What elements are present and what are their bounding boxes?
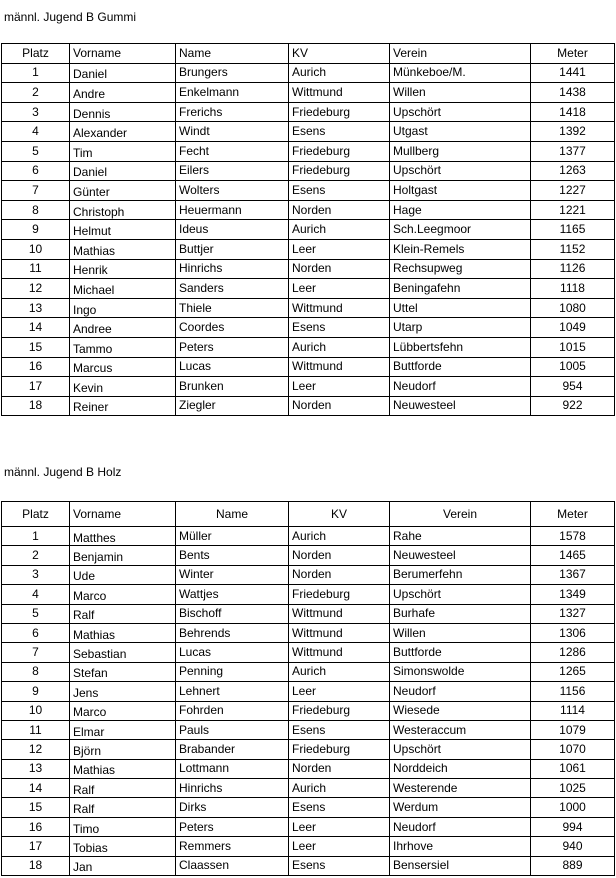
cell-verein: Rahe — [390, 527, 531, 546]
cell-verein: Ihrhove — [390, 837, 531, 856]
header-vorname: Vorname — [70, 44, 176, 64]
cell-platz: 8 — [2, 200, 70, 220]
cell-name: Remmers — [176, 837, 289, 856]
cell-meter: 1377 — [531, 141, 615, 161]
cell-vorname: Daniel — [70, 161, 176, 181]
cell-platz: 9 — [2, 220, 70, 240]
results-table-holz — [1, 501, 615, 876]
cell-platz: 12 — [2, 279, 70, 299]
cell-vorname: Helmut — [70, 220, 176, 240]
table-row — [2, 720, 615, 739]
cell-kv: Norden — [289, 396, 390, 416]
cell-kv: Esens — [289, 856, 390, 875]
cell-platz: 4 — [2, 122, 70, 142]
table-row — [2, 181, 615, 201]
cell-meter: 1227 — [531, 181, 615, 201]
cell-vorname: Marco — [70, 701, 176, 720]
cell-name: Wattjes — [176, 585, 289, 604]
cell-meter: 1367 — [531, 565, 615, 584]
cell-verein: Neudorf — [390, 817, 531, 836]
cell-platz: 6 — [2, 623, 70, 642]
cell-name: Hinrichs — [176, 259, 289, 279]
table-row — [2, 701, 615, 720]
table-row — [2, 161, 615, 181]
cell-platz: 1 — [2, 63, 70, 83]
cell-platz: 2 — [2, 83, 70, 103]
cell-platz: 12 — [2, 740, 70, 759]
cell-platz: 7 — [2, 181, 70, 201]
cell-kv: Wittmund — [289, 604, 390, 623]
cell-name: Bischoff — [176, 604, 289, 623]
cell-meter: 1015 — [531, 337, 615, 357]
cell-meter: 889 — [531, 856, 615, 875]
cell-platz: 5 — [2, 604, 70, 623]
cell-meter: 1392 — [531, 122, 615, 142]
cell-kv: Wittmund — [289, 623, 390, 642]
table-row — [2, 102, 615, 122]
cell-name: Windt — [176, 122, 289, 142]
cell-platz: 8 — [2, 662, 70, 681]
cell-vorname: Ingo — [70, 298, 176, 318]
section-title-gummi: männl. Jugend B Gummi — [4, 10, 137, 24]
cell-platz: 2 — [2, 546, 70, 565]
cell-platz: 13 — [2, 298, 70, 318]
cell-kv: Norden — [289, 546, 390, 565]
cell-kv: Friedeburg — [289, 102, 390, 122]
cell-verein: Burhafe — [390, 604, 531, 623]
cell-name: Wolters — [176, 181, 289, 201]
cell-meter: 1079 — [531, 720, 615, 739]
table-row — [2, 546, 615, 565]
cell-platz: 3 — [2, 102, 70, 122]
table-row — [2, 527, 615, 546]
cell-verein: Werdum — [390, 798, 531, 817]
table-row — [2, 279, 615, 299]
cell-vorname: Daniel — [70, 63, 176, 83]
cell-name: Fohrden — [176, 701, 289, 720]
table-row — [2, 298, 615, 318]
cell-platz: 14 — [2, 779, 70, 798]
cell-vorname: Tobias — [70, 837, 176, 856]
cell-meter: 1152 — [531, 239, 615, 259]
cell-kv: Leer — [289, 837, 390, 856]
header-meter: Meter — [531, 44, 615, 64]
cell-platz: 11 — [2, 720, 70, 739]
cell-verein: Holtgast — [390, 181, 531, 201]
cell-platz: 13 — [2, 759, 70, 778]
cell-meter: 1418 — [531, 102, 615, 122]
cell-kv: Wittmund — [289, 643, 390, 662]
table-row — [2, 682, 615, 701]
cell-vorname: Henrik — [70, 259, 176, 279]
header-kv: KV — [289, 502, 390, 527]
cell-platz: 17 — [2, 377, 70, 397]
table-row — [2, 83, 615, 103]
cell-meter: 1578 — [531, 527, 615, 546]
cell-kv: Aurich — [289, 779, 390, 798]
table-row — [2, 662, 615, 681]
table-row — [2, 837, 615, 856]
cell-kv: Aurich — [289, 662, 390, 681]
table-row — [2, 63, 615, 83]
table-row — [2, 141, 615, 161]
cell-verein: Lübbertsfehn — [390, 337, 531, 357]
cell-meter: 1441 — [531, 63, 615, 83]
cell-name: Enkelmann — [176, 83, 289, 103]
table-row — [2, 623, 615, 642]
cell-verein: Uttel — [390, 298, 531, 318]
cell-name: Penning — [176, 662, 289, 681]
cell-verein: Neudorf — [390, 682, 531, 701]
cell-verein: Klein-Remels — [390, 239, 531, 259]
cell-name: Ideus — [176, 220, 289, 240]
table-row — [2, 377, 615, 397]
table-header-row — [2, 502, 615, 527]
cell-name: Brabander — [176, 740, 289, 759]
cell-name: Frerichs — [176, 102, 289, 122]
section-title-holz: männl. Jugend B Holz — [4, 465, 122, 479]
cell-verein: Sch.Leegmoor — [390, 220, 531, 240]
table-row — [2, 643, 615, 662]
cell-vorname: Michael — [70, 279, 176, 299]
cell-kv: Leer — [289, 239, 390, 259]
cell-meter: 1126 — [531, 259, 615, 279]
cell-kv: Esens — [289, 720, 390, 739]
cell-kv: Esens — [289, 122, 390, 142]
cell-verein: Westerende — [390, 779, 531, 798]
table-row — [2, 259, 615, 279]
cell-name: Fecht — [176, 141, 289, 161]
cell-verein: Neudorf — [390, 377, 531, 397]
table-header-row — [2, 44, 615, 64]
results-table-gummi — [1, 43, 615, 416]
cell-meter: 1049 — [531, 318, 615, 338]
cell-meter: 994 — [531, 817, 615, 836]
cell-platz: 16 — [2, 357, 70, 377]
cell-meter: 1221 — [531, 200, 615, 220]
cell-meter: 1349 — [531, 585, 615, 604]
cell-verein: Willen — [390, 623, 531, 642]
cell-verein: Rechsupweg — [390, 259, 531, 279]
cell-vorname: Reiner — [70, 396, 176, 416]
table-row — [2, 585, 615, 604]
table-row — [2, 856, 615, 875]
cell-vorname: Tim — [70, 141, 176, 161]
cell-verein: Norddeich — [390, 759, 531, 778]
cell-verein: Utarp — [390, 318, 531, 338]
table-row — [2, 779, 615, 798]
cell-name: Eilers — [176, 161, 289, 181]
table-row — [2, 357, 615, 377]
cell-meter: 1061 — [531, 759, 615, 778]
cell-meter: 1118 — [531, 279, 615, 299]
cell-meter: 1327 — [531, 604, 615, 623]
cell-platz: 10 — [2, 239, 70, 259]
cell-meter: 1286 — [531, 643, 615, 662]
cell-vorname: Mathias — [70, 759, 176, 778]
header-vorname: Vorname — [70, 502, 176, 527]
cell-meter: 1005 — [531, 357, 615, 377]
cell-meter: 954 — [531, 377, 615, 397]
cell-platz: 9 — [2, 682, 70, 701]
cell-platz: 5 — [2, 141, 70, 161]
cell-verein: Upschört — [390, 740, 531, 759]
table-row — [2, 396, 615, 416]
table-row — [2, 740, 615, 759]
cell-vorname: Ralf — [70, 779, 176, 798]
cell-kv: Wittmund — [289, 298, 390, 318]
cell-verein: Buttforde — [390, 357, 531, 377]
cell-meter: 1165 — [531, 220, 615, 240]
cell-verein: Bensersiel — [390, 856, 531, 875]
cell-kv: Aurich — [289, 220, 390, 240]
cell-vorname: Sebastian — [70, 643, 176, 662]
cell-name: Lucas — [176, 643, 289, 662]
cell-vorname: Björn — [70, 740, 176, 759]
cell-name: Ziegler — [176, 396, 289, 416]
cell-name: Lottmann — [176, 759, 289, 778]
cell-kv: Friedeburg — [289, 740, 390, 759]
header-platz: Platz — [2, 502, 70, 527]
cell-platz: 15 — [2, 337, 70, 357]
cell-name: Hinrichs — [176, 779, 289, 798]
cell-kv: Esens — [289, 181, 390, 201]
cell-kv: Norden — [289, 565, 390, 584]
cell-vorname: Tammo — [70, 337, 176, 357]
cell-platz: 15 — [2, 798, 70, 817]
cell-vorname: Jan — [70, 856, 176, 875]
cell-kv: Friedeburg — [289, 141, 390, 161]
table-row — [2, 817, 615, 836]
cell-platz: 7 — [2, 643, 70, 662]
cell-verein: Willen — [390, 83, 531, 103]
cell-vorname: Ude — [70, 565, 176, 584]
cell-name: Claassen — [176, 856, 289, 875]
cell-vorname: Ralf — [70, 798, 176, 817]
cell-name: Pauls — [176, 720, 289, 739]
table-row — [2, 200, 615, 220]
cell-platz: 14 — [2, 318, 70, 338]
cell-platz: 6 — [2, 161, 70, 181]
cell-meter: 1465 — [531, 546, 615, 565]
cell-name: Brunken — [176, 377, 289, 397]
cell-meter: 1265 — [531, 662, 615, 681]
cell-name: Müller — [176, 527, 289, 546]
cell-kv: Friedeburg — [289, 585, 390, 604]
cell-name: Peters — [176, 817, 289, 836]
cell-meter: 1025 — [531, 779, 615, 798]
cell-meter: 922 — [531, 396, 615, 416]
table-row — [2, 122, 615, 142]
cell-kv: Friedeburg — [289, 161, 390, 181]
table-row — [2, 239, 615, 259]
cell-verein: Upschört — [390, 102, 531, 122]
cell-kv: Wittmund — [289, 83, 390, 103]
cell-platz: 17 — [2, 837, 70, 856]
cell-platz: 10 — [2, 701, 70, 720]
table-row — [2, 220, 615, 240]
cell-vorname: Günter — [70, 181, 176, 201]
cell-kv: Norden — [289, 200, 390, 220]
header-kv: KV — [289, 44, 390, 64]
cell-meter: 1156 — [531, 682, 615, 701]
table-row — [2, 604, 615, 623]
cell-name: Coordes — [176, 318, 289, 338]
cell-name: Thiele — [176, 298, 289, 318]
cell-kv: Norden — [289, 759, 390, 778]
cell-vorname: Stefan — [70, 662, 176, 681]
cell-vorname: Marco — [70, 585, 176, 604]
cell-vorname: Mathias — [70, 239, 176, 259]
table-row — [2, 759, 615, 778]
cell-verein: Berumerfehn — [390, 565, 531, 584]
cell-platz: 1 — [2, 527, 70, 546]
cell-meter: 1263 — [531, 161, 615, 181]
cell-verein: Mullberg — [390, 141, 531, 161]
cell-name: Winter — [176, 565, 289, 584]
cell-kv: Esens — [289, 798, 390, 817]
cell-meter: 1080 — [531, 298, 615, 318]
cell-vorname: Andre — [70, 83, 176, 103]
table-row — [2, 337, 615, 357]
cell-kv: Wittmund — [289, 357, 390, 377]
cell-verein: Utgast — [390, 122, 531, 142]
cell-kv: Aurich — [289, 337, 390, 357]
cell-kv: Leer — [289, 377, 390, 397]
cell-verein: Buttforde — [390, 643, 531, 662]
cell-platz: 3 — [2, 565, 70, 584]
cell-kv: Aurich — [289, 527, 390, 546]
cell-vorname: Dennis — [70, 102, 176, 122]
table-row — [2, 318, 615, 338]
cell-name: Brungers — [176, 63, 289, 83]
header-verein: Verein — [390, 44, 531, 64]
cell-name: Behrends — [176, 623, 289, 642]
cell-verein: Hage — [390, 200, 531, 220]
cell-kv: Leer — [289, 817, 390, 836]
cell-name: Lucas — [176, 357, 289, 377]
table-row — [2, 798, 615, 817]
cell-meter: 1000 — [531, 798, 615, 817]
cell-vorname: Kevin — [70, 377, 176, 397]
cell-verein: Simonswolde — [390, 662, 531, 681]
cell-verein: Wiesede — [390, 701, 531, 720]
cell-name: Sanders — [176, 279, 289, 299]
cell-platz: 18 — [2, 856, 70, 875]
cell-vorname: Benjamin — [70, 546, 176, 565]
cell-vorname: Timo — [70, 817, 176, 836]
cell-name: Bents — [176, 546, 289, 565]
cell-verein: Münkeboe/M. — [390, 63, 531, 83]
header-name: Name — [176, 502, 289, 527]
cell-kv: Leer — [289, 279, 390, 299]
cell-name: Heuermann — [176, 200, 289, 220]
cell-platz: 4 — [2, 585, 70, 604]
cell-kv: Aurich — [289, 63, 390, 83]
cell-kv: Norden — [289, 259, 390, 279]
cell-name: Lehnert — [176, 682, 289, 701]
cell-kv: Leer — [289, 682, 390, 701]
header-platz: Platz — [2, 44, 70, 64]
cell-name: Peters — [176, 337, 289, 357]
cell-vorname: Jens — [70, 682, 176, 701]
table-row — [2, 565, 615, 584]
cell-verein: Upschört — [390, 161, 531, 181]
cell-verein: Westeraccum — [390, 720, 531, 739]
cell-vorname: Elmar — [70, 720, 176, 739]
cell-vorname: Alexander — [70, 122, 176, 142]
cell-vorname: Ralf — [70, 604, 176, 623]
cell-meter: 1306 — [531, 623, 615, 642]
cell-verein: Neuwesteel — [390, 396, 531, 416]
header-meter: Meter — [531, 502, 615, 527]
cell-meter: 1114 — [531, 701, 615, 720]
cell-verein: Neuwesteel — [390, 546, 531, 565]
cell-name: Dirks — [176, 798, 289, 817]
header-name: Name — [176, 44, 289, 64]
cell-name: Buttjer — [176, 239, 289, 259]
cell-verein: Upschört — [390, 585, 531, 604]
cell-platz: 18 — [2, 396, 70, 416]
cell-meter: 940 — [531, 837, 615, 856]
cell-vorname: Matthes — [70, 527, 176, 546]
cell-meter: 1070 — [531, 740, 615, 759]
cell-kv: Friedeburg — [289, 701, 390, 720]
cell-vorname: Christoph — [70, 200, 176, 220]
cell-vorname: Mathias — [70, 623, 176, 642]
cell-vorname: Andree — [70, 318, 176, 338]
cell-platz: 16 — [2, 817, 70, 836]
cell-meter: 1438 — [531, 83, 615, 103]
cell-vorname: Marcus — [70, 357, 176, 377]
cell-kv: Esens — [289, 318, 390, 338]
cell-verein: Beningafehn — [390, 279, 531, 299]
cell-platz: 11 — [2, 259, 70, 279]
header-verein: Verein — [390, 502, 531, 527]
